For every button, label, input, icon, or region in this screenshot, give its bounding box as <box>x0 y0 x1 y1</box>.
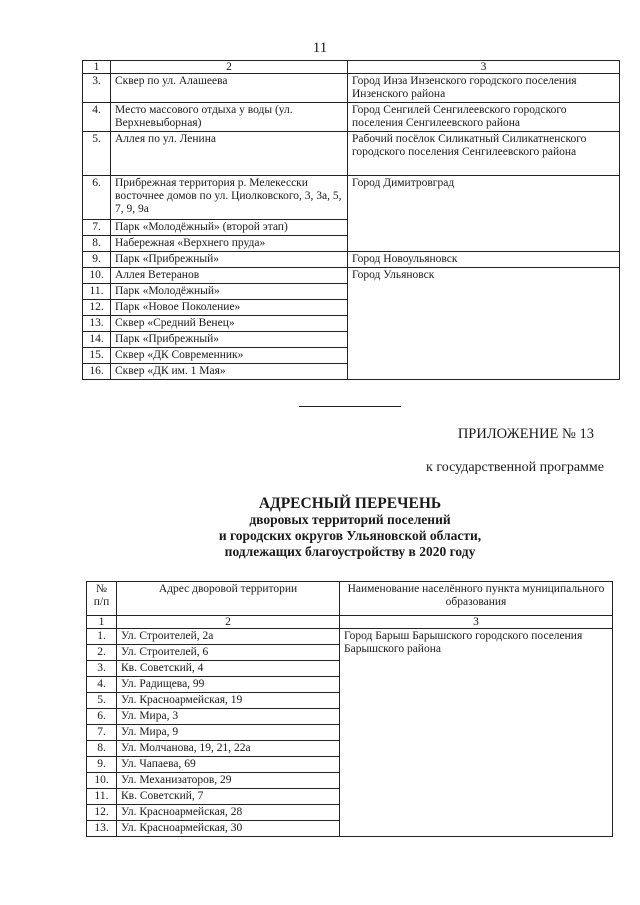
table-header-row <box>83 61 620 74</box>
row-address: Парк «Прибрежный» <box>111 252 348 268</box>
row-address: Парк «Молодёжный» <box>111 284 348 300</box>
row-number: 1. <box>87 629 117 645</box>
table-row <box>87 629 613 645</box>
table-index-row <box>87 616 613 629</box>
column-index: 1 <box>83 61 111 74</box>
column-index: 2 <box>117 616 340 629</box>
row-address: Парк «Молодёжный» (второй этап) <box>111 220 348 236</box>
table-row <box>83 103 620 132</box>
row-address: Кв. Советский, 4 <box>117 661 340 677</box>
row-address: Ул. Молчанова, 19, 21, 22а <box>117 741 340 757</box>
row-number: 8. <box>87 741 117 757</box>
row-address: Сквер «ДК Современник» <box>111 348 348 364</box>
column-index: 3 <box>348 61 620 74</box>
row-number: 10. <box>83 268 111 284</box>
row-number: 10. <box>87 773 117 789</box>
row-address: Сквер «ДК им. 1 Мая» <box>111 364 348 380</box>
row-address: Набережная «Верхнего пруда» <box>111 236 348 252</box>
row-number: 16. <box>83 364 111 380</box>
row-number: 6. <box>87 709 117 725</box>
row-address: Ул. Красноармейская, 28 <box>117 805 340 821</box>
row-number: 13. <box>87 821 117 837</box>
title-line: дворовых территорий поселений <box>249 512 451 527</box>
table-row <box>83 252 620 268</box>
row-number: 9. <box>87 757 117 773</box>
row-address: Парк «Новое Поколение» <box>111 300 348 316</box>
row-address: Сквер по ул. Алашеева <box>111 74 348 103</box>
row-number: 4. <box>87 677 117 693</box>
table-row <box>83 176 620 220</box>
address-table <box>86 581 613 837</box>
row-locality: Город Димитровград <box>348 176 620 252</box>
row-address: Аллея по ул. Ленина <box>111 132 348 176</box>
row-address: Прибрежная территория р. Мелекесски восточнее домов по ул. Циолковского, 3, 3а, 5, 7, 9, 9а <box>111 176 348 220</box>
row-address: Ул. Механизаторов, 29 <box>117 773 340 789</box>
row-address: Ул. Мира, 3 <box>117 709 340 725</box>
table-row <box>83 132 620 176</box>
row-locality: Город Ульяновск <box>348 268 620 380</box>
column-header-locality: Наименование населённого пункта муниципального образования <box>340 582 613 616</box>
title-line: и городских округов Ульяновской области, <box>218 528 482 543</box>
row-number: 11. <box>87 789 117 805</box>
row-number: 8. <box>83 236 111 252</box>
row-address: Ул. Радищева, 99 <box>117 677 340 693</box>
row-number: 13. <box>83 316 111 332</box>
row-number: 4. <box>83 103 111 132</box>
row-address: Ул. Чапаева, 69 <box>117 757 340 773</box>
column-index: 1 <box>87 616 117 629</box>
row-locality: Город Сенгилей Сенгилеевского городского поселения Сенгилеевского района <box>348 103 620 132</box>
row-address: Кв. Советский, 7 <box>117 789 340 805</box>
row-locality: Город Инза Инзенского городского поселения Инзенского района <box>348 74 620 103</box>
row-number: 3. <box>87 661 117 677</box>
row-number: 9. <box>83 252 111 268</box>
row-address: Парк «Прибрежный» <box>111 332 348 348</box>
column-index: 2 <box>111 61 348 74</box>
row-address: Аллея Ветеранов <box>111 268 348 284</box>
appendix-subtitle: к государственной программе <box>426 460 604 475</box>
row-address: Ул. Мира, 9 <box>117 725 340 741</box>
table-continued <box>82 60 620 380</box>
row-address: Место массового отдыха у воды (ул. Верхневыборная) <box>111 103 348 132</box>
row-number: 5. <box>87 693 117 709</box>
row-address: Ул. Красноармейская, 30 <box>117 821 340 837</box>
column-header-number: № п/п <box>87 582 117 616</box>
row-number: 12. <box>83 300 111 316</box>
row-address: Ул. Строителей, 6 <box>117 645 340 661</box>
row-number: 14. <box>83 332 111 348</box>
row-address: Ул. Строителей, 2а <box>117 629 340 645</box>
table-header-row <box>87 582 613 616</box>
row-number: 7. <box>83 220 111 236</box>
table-row <box>83 74 620 103</box>
row-address: Сквер «Средний Венец» <box>111 316 348 332</box>
title-line: подлежащих благоустройству в 2020 году <box>224 544 476 559</box>
column-index: 3 <box>340 616 613 629</box>
document-title <box>160 496 540 560</box>
row-locality: Рабочий посёлок Силикатный Силикатненского городского поселения Сенгилеевского района <box>348 132 620 176</box>
row-number: 5. <box>83 132 111 176</box>
row-locality: Город Барыш Барышского городского поселения Барышского района <box>340 629 613 837</box>
row-locality: Город Новоульяновск <box>348 252 620 268</box>
row-number: 7. <box>87 725 117 741</box>
row-address: Ул. Красноармейская, 19 <box>117 693 340 709</box>
row-number: 6. <box>83 176 111 220</box>
title-main: АДРЕСНЫЙ ПЕРЕЧЕНЬ <box>258 495 442 512</box>
appendix-label: ПРИЛОЖЕНИЕ № 13 <box>457 426 594 442</box>
column-header-address: Адрес дворовой территории <box>117 582 340 616</box>
row-number: 3. <box>83 74 111 103</box>
row-number: 15. <box>83 348 111 364</box>
table-row <box>83 268 620 284</box>
row-number: 11. <box>83 284 111 300</box>
row-number: 12. <box>87 805 117 821</box>
page-number: 11 <box>312 40 328 56</box>
separator-line <box>299 406 401 407</box>
row-number: 2. <box>87 645 117 661</box>
